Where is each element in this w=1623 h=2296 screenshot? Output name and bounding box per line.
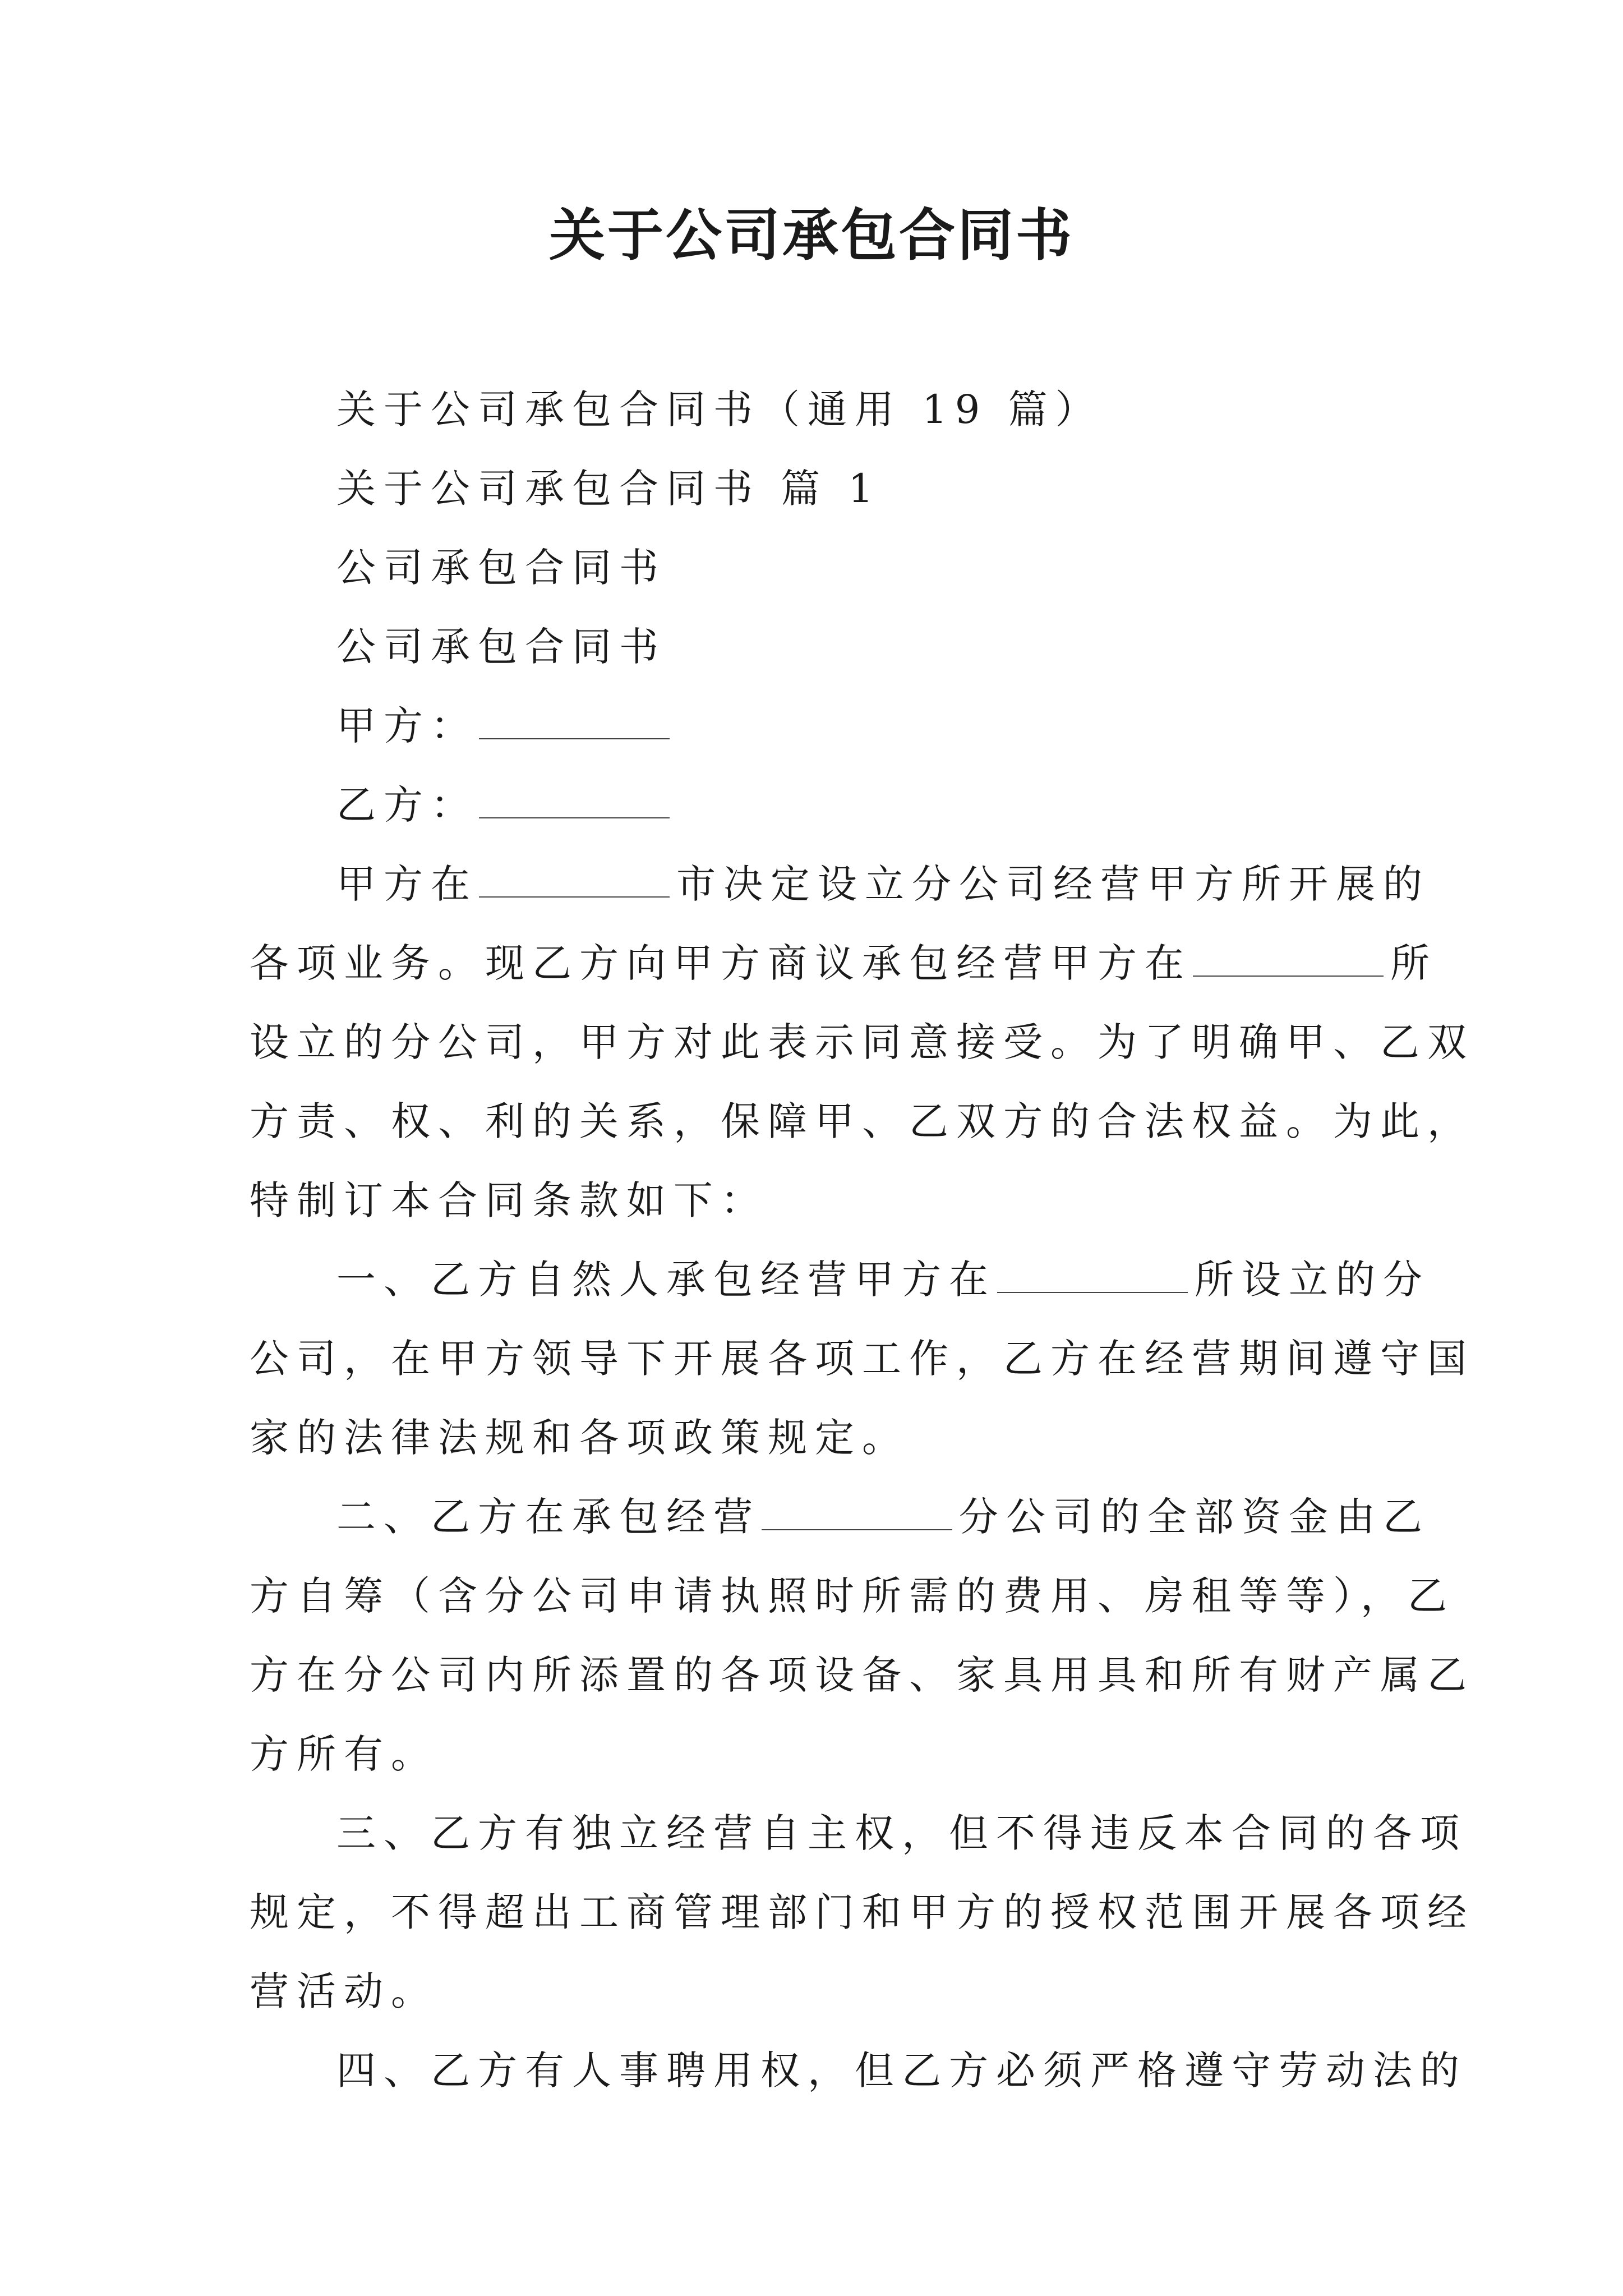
location-blank [1193, 936, 1384, 977]
clause-2-line-2: 方自筹（含分公司申请执照时所需的费用、房租等等），乙 [250, 1573, 1455, 1619]
clause-2-line-1 [250, 1478, 1430, 1557]
intro-line-3: 设立的分公司，甲方对此表示同意接受。为了明确甲、乙双 [250, 1019, 1474, 1065]
clause-2-line-3: 方在分公司内所添置的各项设备、家具用具和所有财产属乙 [250, 1652, 1474, 1698]
clause-text: 一、乙方自然人承包经营甲方在 [336, 1257, 996, 1303]
branch-location-blank [997, 1253, 1188, 1293]
intro-line-4: 方责、权、利的关系，保障甲、乙双方的合法权益。为此， [250, 1098, 1474, 1144]
intro-line-5: 特制订本合同条款如下： [250, 1177, 768, 1223]
clause-text: 二、乙方在承包经营 [336, 1494, 760, 1540]
clause-text: 所设立的分 [1195, 1257, 1430, 1303]
heading-line-1: 公司承包合同书 [336, 545, 666, 591]
intro-line-1 [250, 845, 1430, 924]
subtitle-line: 关于公司承包合同书（通用 19 篇） [336, 386, 1103, 432]
party-a-label: 甲方： [336, 703, 478, 749]
intro-text: 各项业务。现乙方向甲方商议承包经营甲方在 [250, 940, 1192, 986]
city-blank [479, 857, 670, 898]
intro-line-2 [250, 924, 1437, 1003]
clause-3-line-1: 三、乙方有独立经营自主权，但不得违反本合同的各项 [336, 1810, 1467, 1856]
intro-text: 所 [1390, 940, 1437, 986]
clause-text: 分公司的全部资金由乙 [959, 1494, 1430, 1540]
intro-text: 市决定设立分公司经营甲方所开展的 [676, 861, 1430, 907]
party-a-line [250, 687, 1388, 766]
clause-3-line-3: 营活动。 [250, 1968, 438, 2014]
clause-1-line-3: 家的法律法规和各项政策规定。 [250, 1415, 909, 1461]
intro-text: 甲方在 [336, 861, 478, 907]
clause-1-line-1 [250, 1240, 1430, 1319]
clause-2-line-4: 方所有。 [250, 1731, 438, 1777]
heading-line-2: 公司承包合同书 [336, 624, 666, 670]
clause-3-line-2: 规定，不得超出工商管理部门和甲方的授权范围开展各项经 [250, 1889, 1474, 1935]
chapter-line: 关于公司承包合同书 篇 1 [336, 466, 882, 512]
document-body [250, 370, 1474, 2110]
party-b-blank [479, 778, 670, 818]
party-b-label: 乙方： [336, 782, 478, 828]
branch-name-blank [762, 1490, 952, 1530]
party-b-line [250, 766, 1388, 845]
document-title: 关于公司承包合同书 [549, 203, 1074, 268]
clause-1-line-2: 公司，在甲方领导下开展各项工作，乙方在经营期间遵守国 [250, 1336, 1474, 1382]
party-a-blank [479, 699, 670, 739]
clause-4-line-1: 四、乙方有人事聘用权，但乙方必须严格遵守劳动法的 [336, 2047, 1467, 2093]
